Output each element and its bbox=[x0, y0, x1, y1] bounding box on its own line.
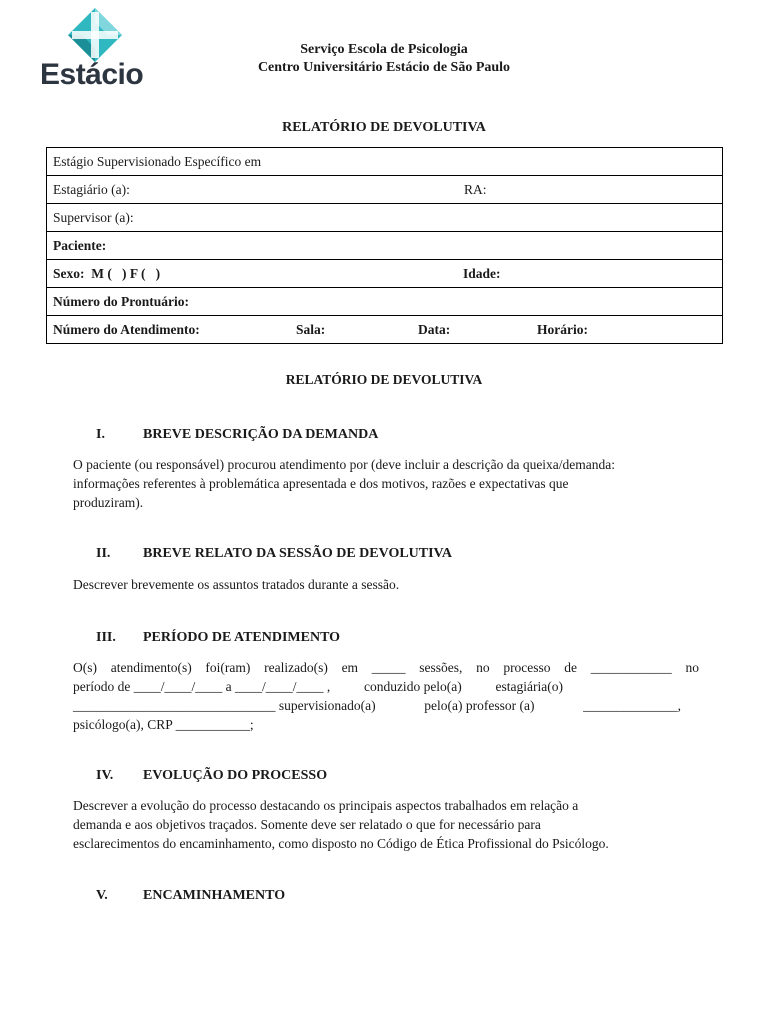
form-row-supervisor bbox=[47, 204, 723, 232]
section-4-line: demanda e aos objetivos traçados. Somente deve ser relatado o que for necessário para bbox=[73, 817, 541, 832]
ra-label: RA: bbox=[464, 181, 487, 197]
section-3-line-4: psicólogo(a), CRP ___________; bbox=[73, 717, 254, 732]
section-2-title: BREVE RELATO DA SESSÃO DE DEVOLUTIVA bbox=[143, 546, 452, 561]
atendimento-label: Número do Atendimento: bbox=[53, 321, 200, 337]
word: realizado(s) bbox=[264, 660, 328, 675]
word: no bbox=[685, 660, 699, 675]
section-2-line: Descrever brevemente os assuntos tratados durante a sessão. bbox=[73, 577, 400, 592]
word: atendimento(s) bbox=[110, 660, 192, 675]
section-4-title: EVOLUÇÃO DO PROCESSO bbox=[143, 768, 328, 783]
word: O(s) bbox=[73, 660, 97, 675]
blank-field: _____ bbox=[371, 660, 406, 675]
section-1-line: produziram). bbox=[73, 495, 144, 510]
period-dates: período de ____/____/____ a ____/____/____ , bbox=[73, 679, 331, 694]
estagio-label: Estágio Supervisionado Específico em bbox=[53, 153, 262, 169]
section-4-line: esclarecimentos do encaminhamento, como disposto no Código de Ética Profissional do Psicólogo. bbox=[73, 836, 609, 851]
section-1-title: BREVE DESCRIÇÃO DA DEMANDA bbox=[143, 427, 379, 442]
paciente-label: Paciente: bbox=[53, 237, 107, 253]
sala-label: Sala: bbox=[296, 321, 326, 337]
section-3-text bbox=[73, 658, 699, 734]
section-3-title: PERÍODO DE ATENDIMENTO bbox=[143, 630, 341, 645]
identification-form bbox=[46, 147, 723, 344]
section-2-number: II. bbox=[96, 546, 111, 561]
form-row-paciente bbox=[47, 232, 723, 260]
phrase: conduzido pelo(a) bbox=[363, 679, 462, 694]
word: foi(ram) bbox=[205, 660, 251, 675]
phrase: pelo(a) professor (a) bbox=[424, 698, 535, 713]
section-3-number: III. bbox=[96, 630, 116, 645]
institution-line-1: Serviço Escola de Psicologia bbox=[300, 42, 468, 57]
blank-field: ____________ bbox=[590, 660, 672, 675]
form-row-estagio bbox=[47, 148, 723, 176]
section-2-text bbox=[73, 575, 699, 594]
idade-label: Idade: bbox=[463, 265, 501, 281]
section-1-line: O paciente (ou responsável) procurou atendimento por (deve incluir a descrição da queixa/demanda: bbox=[73, 457, 616, 472]
sexo-label: Sexo: M ( ) F ( ) bbox=[53, 265, 161, 281]
section-5-number: V. bbox=[96, 888, 108, 903]
section-1-number: I. bbox=[96, 427, 105, 442]
supervisor-label: Supervisor (a): bbox=[53, 209, 134, 225]
blank-field: ______________, bbox=[583, 698, 681, 713]
form-row-estagiario bbox=[47, 176, 723, 204]
horario-label: Horário: bbox=[537, 321, 588, 337]
report-subtitle: RELATÓRIO DE DEVOLUTIVA bbox=[285, 372, 483, 387]
logo-wordmark: Estácio bbox=[40, 58, 144, 91]
word: no bbox=[476, 660, 490, 675]
section-4-text bbox=[73, 796, 699, 853]
word: de bbox=[564, 660, 578, 675]
form-row-prontuario bbox=[47, 288, 723, 316]
phrase: estagiária(o) bbox=[495, 679, 563, 694]
section-3-line-3 bbox=[73, 696, 681, 715]
prontuario-label: Número do Prontuário: bbox=[53, 293, 189, 309]
section-3-line-1 bbox=[73, 658, 699, 677]
section-4-line: Descrever a evolução do processo destacando os principais aspectos trabalhados em relação a bbox=[73, 798, 579, 813]
phrase: ______________________________ supervisionado(a) bbox=[73, 698, 376, 713]
section-1-text bbox=[73, 455, 699, 512]
form-row-atendimento bbox=[47, 316, 723, 344]
estagiario-label: Estagiário (a): bbox=[53, 181, 130, 197]
word: sessões, bbox=[419, 660, 463, 675]
form-row-sexo bbox=[47, 260, 723, 288]
section-1-line: informações referentes à problemática apresentada e dos motivos, razões e expectativas que bbox=[73, 476, 569, 491]
data-label: Data: bbox=[418, 321, 451, 337]
section-4-number: IV. bbox=[96, 768, 114, 783]
institution-line-2: Centro Universitário Estácio de São Paulo bbox=[257, 60, 511, 75]
document-title: RELATÓRIO DE DEVOLUTIVA bbox=[282, 120, 486, 135]
section-3-line-2 bbox=[73, 677, 563, 696]
word: em bbox=[341, 660, 359, 675]
word: processo bbox=[503, 660, 551, 675]
section-5-title: ENCAMINHAMENTO bbox=[143, 888, 286, 903]
